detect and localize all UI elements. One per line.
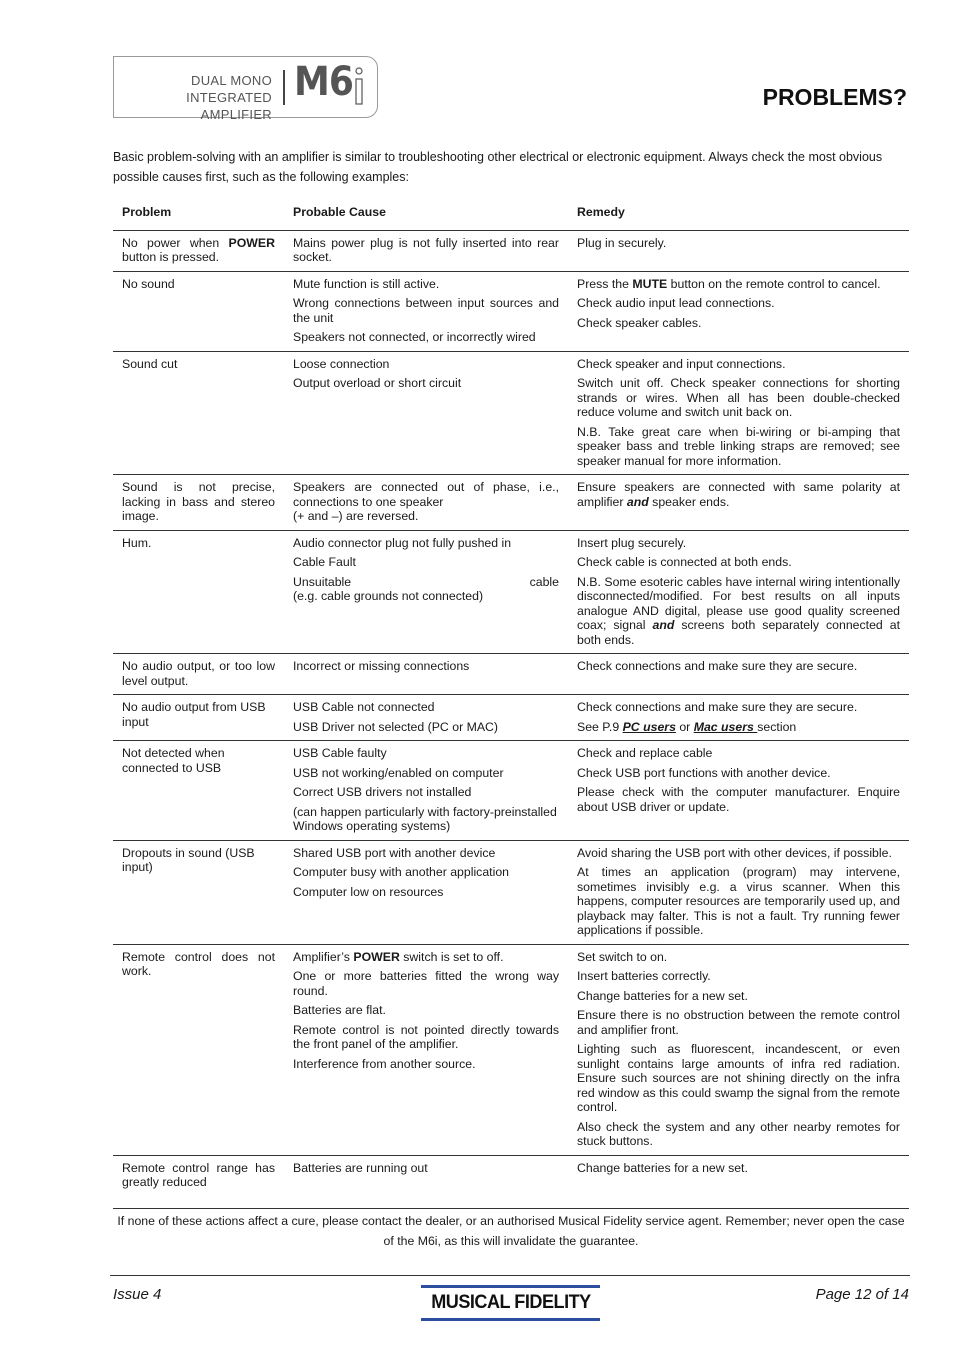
problem-text: Not detected when connected to USB bbox=[122, 746, 225, 775]
table-row bbox=[113, 351, 909, 475]
issue-label: Issue 4 bbox=[113, 1286, 162, 1303]
cause-text: Audio connector plug not fully pushed in bbox=[293, 535, 512, 550]
cause-text: Batteries are flat. bbox=[293, 1003, 386, 1017]
cause-text: Speakers not connected, or incorrectly wired bbox=[293, 330, 536, 344]
problem-text: No audio output, or too low level output. bbox=[122, 659, 275, 688]
table-row bbox=[113, 475, 909, 531]
cause-text: Remote control is not pointed directly towards the front panel of the amplifier. bbox=[293, 1022, 559, 1051]
cause-cell bbox=[284, 654, 568, 695]
cause-cell bbox=[284, 944, 568, 1155]
cause-text: (+ and –) are reversed. bbox=[293, 509, 419, 523]
page-number: Page 12 of 14 bbox=[815, 1286, 909, 1303]
text: section bbox=[757, 719, 797, 734]
problem-cell bbox=[113, 695, 284, 741]
cause-text: USB not working/enabled on computer bbox=[293, 765, 504, 780]
text: Amplifier’s bbox=[293, 949, 354, 964]
remedy-text: Check connections and make sure they are secure. bbox=[577, 700, 858, 714]
remedy-text: Avoid sharing the USB port with other devices, if possible. bbox=[577, 845, 892, 860]
text: screens both separately connected at both ends. bbox=[577, 618, 900, 647]
cause-text: Mains power plug is not fully inserted into rear socket. bbox=[293, 235, 559, 264]
header-problem: Problem bbox=[122, 205, 172, 219]
problem-cell bbox=[113, 654, 284, 695]
remedy-cell bbox=[568, 741, 909, 841]
text: N.B. Some esoteric cables have internal wiring intentionally disconnected/modified. For best results on all inputs analogue AND digital, please use good quality screened coax; signal bbox=[577, 574, 900, 632]
cause-cell bbox=[284, 475, 568, 531]
remedy-cell bbox=[568, 230, 909, 271]
table-row bbox=[113, 695, 909, 741]
page-title: PROBLEMS? bbox=[762, 84, 907, 110]
problem-cell bbox=[113, 840, 284, 944]
cause-text: Cable Fault bbox=[293, 555, 356, 569]
cause-text: One or more batteries fitted the wrong way round. bbox=[293, 969, 559, 998]
remedy-text: Plug in securely. bbox=[577, 235, 667, 250]
table-row bbox=[113, 840, 909, 944]
problem-cell bbox=[113, 351, 284, 475]
cause-text: Computer low on resources bbox=[293, 884, 444, 899]
cause-cell bbox=[284, 741, 568, 841]
text: Ensure speakers are connected with same polarity at amplifier bbox=[577, 480, 900, 509]
remedy-text: Insert plug securely. bbox=[577, 535, 687, 550]
table-row bbox=[113, 654, 909, 695]
problem-cell bbox=[113, 530, 284, 654]
bold-text: POWER bbox=[228, 235, 275, 250]
logo-line-1: DUAL MONO bbox=[191, 73, 272, 88]
problem-cell bbox=[113, 475, 284, 531]
cause-text: (can happen particularly with factory-preinstalled Windows operating systems) bbox=[293, 804, 557, 833]
remedy-text: Check cable is connected at both ends. bbox=[577, 555, 792, 569]
cause-text: Speakers are connected out of phase, i.e., connections to one speaker bbox=[293, 480, 559, 509]
cause-text: Output overload or short circuit bbox=[293, 376, 462, 390]
problem-cell bbox=[113, 944, 284, 1155]
emphasis-text: and bbox=[652, 618, 675, 632]
cause-cell bbox=[284, 530, 568, 654]
problem-cell bbox=[113, 1155, 284, 1196]
remedy-text: Insert batteries correctly. bbox=[577, 969, 711, 983]
remedy-cell bbox=[568, 1155, 909, 1196]
problem-text: No audio output from USB input bbox=[122, 700, 266, 729]
remedy-cell bbox=[568, 530, 909, 654]
cause-text: Computer busy with another application bbox=[293, 865, 510, 879]
closing-note: If none of these actions affect a cure, please contact the dealer, or an authorised Musical Fidelity service agent. Remember; never open the case of the M6i, as this will invalidate the guarantee. bbox=[113, 1208, 909, 1251]
text: See P.9 bbox=[577, 719, 623, 734]
cause-text: Wrong connections between input sources and the unit bbox=[293, 296, 559, 325]
table-header-row bbox=[113, 195, 909, 230]
problem-text: Sound cut bbox=[122, 356, 178, 371]
table-row bbox=[113, 530, 909, 654]
remedy-cell bbox=[568, 840, 909, 944]
remedy-text: Change batteries for a new set. bbox=[577, 1160, 748, 1175]
problem-text: Dropouts in sound (USB input) bbox=[122, 845, 255, 874]
cause-text: Unsuitable cable bbox=[293, 574, 559, 589]
table-row bbox=[113, 230, 909, 271]
remedy-text: Also check the system and any other nearby remotes for stuck buttons. bbox=[577, 1119, 900, 1148]
remedy-text: Lighting such as fluorescent, incandescent, or even sunlight contains large amounts of infra red radiation. Ensure such sources are not shining directly on the infra red window as this could swamp the signal from the remote control. bbox=[577, 1042, 900, 1114]
text: switch is set to off. bbox=[399, 949, 504, 964]
header-cause: Probable Cause bbox=[293, 205, 386, 219]
logo-divider bbox=[283, 70, 285, 105]
text: Press the bbox=[577, 276, 633, 291]
problem-text: Sound is not precise, lacking in bass and stereo image. bbox=[122, 480, 275, 523]
remedy-cell bbox=[568, 271, 909, 351]
cause-text: USB Cable not connected bbox=[293, 700, 435, 714]
text: speaker ends. bbox=[648, 494, 730, 509]
product-logo bbox=[113, 56, 378, 122]
emphasis-text: and bbox=[626, 494, 649, 509]
header-remedy: Remedy bbox=[577, 205, 625, 219]
remedy-cell bbox=[568, 654, 909, 695]
remedy-text: At times an application (program) may intervene, sometimes invisibly e.g. a virus scanner. When this happens, computer resources are temporarily used up, and playback may falter. This is not a fault. Try running fewer applications if possible. bbox=[577, 865, 900, 937]
cause-cell bbox=[284, 230, 568, 271]
table-row bbox=[113, 944, 909, 1155]
remedy-text: Check and replace cable bbox=[577, 746, 713, 760]
remedy-text: Please check with the computer manufacturer. Enquire about USB driver or update. bbox=[577, 785, 900, 814]
cause-cell bbox=[284, 351, 568, 475]
cause-cell bbox=[284, 695, 568, 741]
remedy-cell bbox=[568, 475, 909, 531]
remedy-text: Check USB port functions with another device. bbox=[577, 765, 831, 780]
intro-paragraph: Basic problem-solving with an amplifier is similar to troubleshooting other electrical or electronic equipment. Always check the most obvious possible causes first, such as the following examples: bbox=[113, 150, 883, 184]
remedy-text: Check connections and make sure they are secure. bbox=[577, 659, 858, 673]
cause-text: USB Cable faulty bbox=[293, 746, 387, 760]
problem-text: Remote control does not work. bbox=[122, 949, 275, 978]
remedy-text: Check audio input lead connections. bbox=[577, 296, 775, 310]
cause-cell bbox=[284, 271, 568, 351]
brand-logo bbox=[421, 1285, 600, 1321]
cause-text: USB Driver not selected (PC or MAC) bbox=[293, 719, 499, 734]
problem-cell bbox=[113, 271, 284, 351]
footer-divider bbox=[110, 1275, 910, 1276]
text: or bbox=[675, 719, 694, 734]
pc-users-link[interactable]: PC users bbox=[622, 719, 676, 734]
cause-text: Mute function is still active. bbox=[293, 276, 440, 291]
remedy-cell bbox=[568, 351, 909, 475]
cause-text: Loose connection bbox=[293, 356, 390, 371]
mac-users-link[interactable]: Mac users bbox=[693, 719, 758, 734]
table-row bbox=[113, 1155, 909, 1196]
troubleshooting-table bbox=[113, 195, 909, 1196]
problem-text: Remote control range has greatly reduced bbox=[122, 1160, 275, 1189]
cause-cell bbox=[284, 1155, 568, 1196]
logo-line-2: INTEGRATED AMPLIFIER bbox=[186, 90, 272, 122]
text: button is pressed. bbox=[122, 250, 220, 264]
remedy-text: N.B. Take great care when bi-wiring or bi-amping that speaker bass and treble linking straps are removed; see speaker manual for more information. bbox=[577, 424, 900, 468]
remedy-text: Check speaker cables. bbox=[577, 315, 702, 330]
brand-text: MUSICAL FIDELITY bbox=[430, 1292, 591, 1313]
cause-text: Interference from another source. bbox=[293, 1056, 476, 1071]
problem-text: No sound bbox=[122, 276, 175, 291]
bold-text: POWER bbox=[353, 949, 400, 964]
remedy-cell bbox=[568, 944, 909, 1155]
remedy-text: Ensure there is no obstruction between the remote control and amplifier front. bbox=[577, 1008, 900, 1037]
problem-cell bbox=[113, 741, 284, 841]
logo-model: M6 bbox=[294, 59, 354, 105]
text: No power when bbox=[122, 235, 229, 250]
problem-cell bbox=[113, 230, 284, 271]
remedy-text: Check speaker and input connections. bbox=[577, 356, 786, 371]
remedy-text: Switch unit off. Check speaker connections for shorting strands or wires. When all has been double-checked reduce volume and switch unit back on. bbox=[577, 376, 900, 419]
bold-text: MUTE bbox=[632, 276, 668, 291]
cause-text: Incorrect or missing connections bbox=[293, 659, 470, 673]
text: button on the remote control to cancel. bbox=[667, 276, 881, 291]
cause-text: Correct USB drivers not installed bbox=[293, 785, 472, 799]
cause-text: Batteries are running out bbox=[293, 1160, 428, 1175]
remedy-text: Set switch to on. bbox=[577, 949, 668, 964]
remedy-cell bbox=[568, 695, 909, 741]
cause-text: Shared USB port with another device bbox=[293, 845, 496, 860]
cause-text: (e.g. cable grounds not connected) bbox=[293, 589, 484, 603]
table-row bbox=[113, 271, 909, 351]
remedy-text: Change batteries for a new set. bbox=[577, 988, 748, 1003]
logo-i-mark bbox=[355, 67, 363, 105]
problem-text: Hum. bbox=[122, 535, 152, 550]
table-row bbox=[113, 741, 909, 841]
cause-cell bbox=[284, 840, 568, 944]
logo-text bbox=[114, 72, 272, 123]
